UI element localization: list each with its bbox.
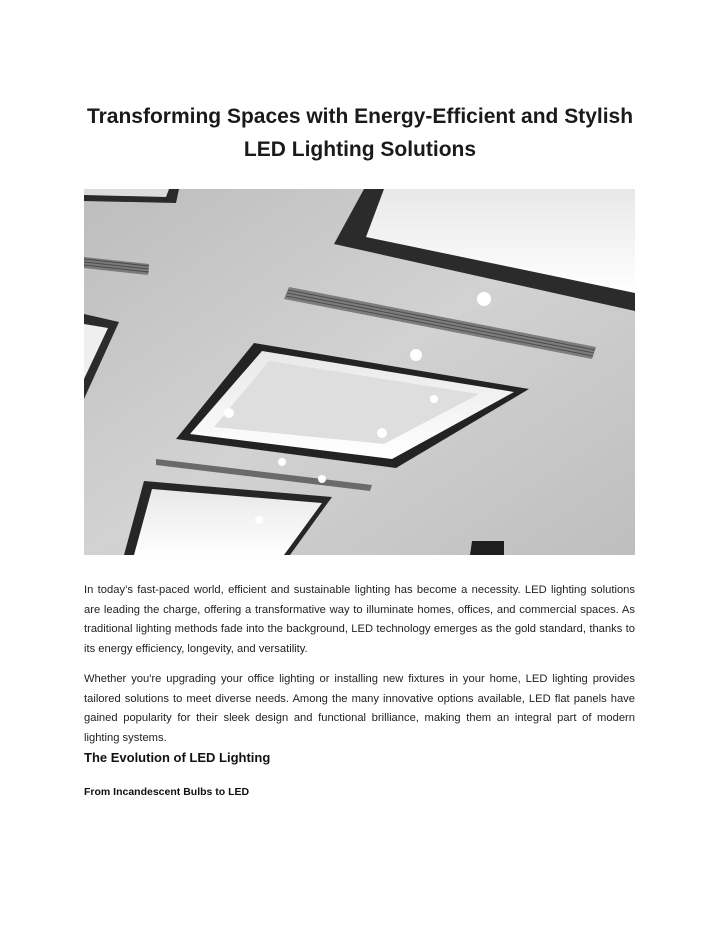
subsection-heading: From Incandescent Bulbs to LED xyxy=(84,786,250,798)
section-heading: The Evolution of LED Lighting xyxy=(84,750,271,765)
ceiling-lighting-photo xyxy=(84,189,635,555)
ceiling-photo-illustration xyxy=(84,189,635,555)
intro-paragraph: In today’s fast-paced world, efficient and sustainable lighting has become a necessity. LED lighting solutions are leading the charge, offering a transformative way to illuminate homes, offices, and commercial spaces. As traditional lighting methods fade into the background, LED technology emerges as the gold standard, thanks to its energy efficiency, longevity, and versatility. xyxy=(84,584,635,655)
document-title: Transforming Spaces with Energy-Efficient and Stylish LED Lighting Solutions xyxy=(86,105,634,161)
body-paragraph: Whether you're upgrading your office lighting or installing new fixtures in your home, LED lighting provides tailored solutions to meet diverse needs. Among the many innovative options available, LED flat panels have gained popularity for their sleek design and functional brilliance, making them an integral part of modern lighting systems. xyxy=(84,673,635,744)
